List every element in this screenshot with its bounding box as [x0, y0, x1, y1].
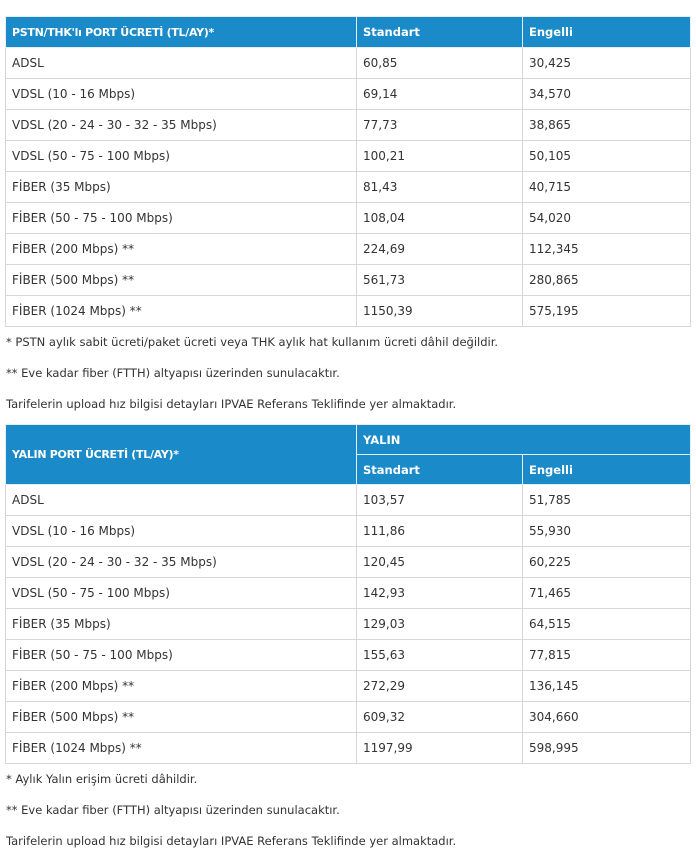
- yalin-port-fee-table: [5, 424, 691, 764]
- cell-standard-price: 60,85: [357, 48, 523, 79]
- cell-disabled-price: 304,660: [523, 702, 691, 733]
- cell-product: VDSL (20 - 24 - 30 - 32 - 35 Mbps): [6, 547, 357, 578]
- cell-standard-price: 103,57: [357, 485, 523, 516]
- cell-standard-price: 609,32: [357, 702, 523, 733]
- column-header-standard: Standart: [357, 455, 523, 485]
- cell-product: FİBER (50 - 75 - 100 Mbps): [6, 203, 357, 234]
- table-row: [6, 640, 691, 671]
- cell-standard-price: 1150,39: [357, 296, 523, 327]
- footnote: Tarifelerin upload hız bilgisi detayları IPVAE Referans Teklifinde yer almaktadır.: [6, 834, 457, 848]
- cell-disabled-price: 34,570: [523, 79, 691, 110]
- cell-standard-price: 81,43: [357, 172, 523, 203]
- table-row: [6, 671, 691, 702]
- table-row: [6, 172, 691, 203]
- cell-standard-price: 111,86: [357, 516, 523, 547]
- footnote: ** Eve kadar fiber (FTTH) altyapısı üzerinden sunulacaktır.: [6, 366, 340, 380]
- cell-product: VDSL (50 - 75 - 100 Mbps): [6, 578, 357, 609]
- footnote: * Aylık Yalın erişim ücreti dâhildir.: [6, 772, 198, 786]
- column-header-disabled: Engelli: [523, 17, 691, 48]
- table-row: [6, 234, 691, 265]
- cell-disabled-price: 38,865: [523, 110, 691, 141]
- cell-product: ADSL: [6, 48, 357, 79]
- table-row: [6, 578, 691, 609]
- cell-disabled-price: 40,715: [523, 172, 691, 203]
- column-header-product: YALIN PORT ÜCRETİ (TL/AY)*: [6, 425, 357, 485]
- cell-product: FİBER (500 Mbps) **: [6, 265, 357, 296]
- cell-product: VDSL (10 - 16 Mbps): [6, 79, 357, 110]
- cell-disabled-price: 136,145: [523, 671, 691, 702]
- table-row: [6, 516, 691, 547]
- cell-disabled-price: 54,020: [523, 203, 691, 234]
- cell-product: FİBER (50 - 75 - 100 Mbps): [6, 640, 357, 671]
- table-row: [6, 485, 691, 516]
- cell-disabled-price: 55,930: [523, 516, 691, 547]
- cell-disabled-price: 71,465: [523, 578, 691, 609]
- column-header-group-yalin: YALIN: [357, 425, 691, 455]
- cell-disabled-price: 60,225: [523, 547, 691, 578]
- cell-product: FİBER (35 Mbps): [6, 609, 357, 640]
- table-header-row: [6, 425, 691, 455]
- cell-standard-price: 272,29: [357, 671, 523, 702]
- cell-standard-price: 561,73: [357, 265, 523, 296]
- cell-product: VDSL (20 - 24 - 30 - 32 - 35 Mbps): [6, 110, 357, 141]
- cell-disabled-price: 112,345: [523, 234, 691, 265]
- cell-standard-price: 100,21: [357, 141, 523, 172]
- table-row: [6, 265, 691, 296]
- cell-disabled-price: 50,105: [523, 141, 691, 172]
- cell-disabled-price: 30,425: [523, 48, 691, 79]
- footnote: ** Eve kadar fiber (FTTH) altyapısı üzerinden sunulacaktır.: [6, 803, 340, 817]
- cell-disabled-price: 51,785: [523, 485, 691, 516]
- cell-product: VDSL (50 - 75 - 100 Mbps): [6, 141, 357, 172]
- table-row: [6, 733, 691, 764]
- cell-standard-price: 69,14: [357, 79, 523, 110]
- table-header-row: [6, 17, 691, 48]
- footnote: Tarifelerin upload hız bilgisi detayları IPVAE Referans Teklifinde yer almaktadır.: [6, 397, 457, 411]
- pstn-port-fee-table: [5, 16, 691, 327]
- cell-standard-price: 129,03: [357, 609, 523, 640]
- table-row: [6, 547, 691, 578]
- table-row: [6, 110, 691, 141]
- pstn-table-body: [6, 48, 691, 327]
- cell-product: FİBER (1024 Mbps) **: [6, 733, 357, 764]
- table-row: [6, 296, 691, 327]
- yalin-table-body: [6, 485, 691, 764]
- cell-disabled-price: 575,195: [523, 296, 691, 327]
- cell-disabled-price: 77,815: [523, 640, 691, 671]
- column-header-standard: Standart: [357, 17, 523, 48]
- footnote: * PSTN aylık sabit ücreti/paket ücreti veya THK aylık hat kullanım ücreti dâhil değildir.: [6, 335, 499, 349]
- cell-standard-price: 155,63: [357, 640, 523, 671]
- tariff-content: [5, 16, 690, 857]
- table-row: [6, 203, 691, 234]
- cell-disabled-price: 598,995: [523, 733, 691, 764]
- cell-product: FİBER (500 Mbps) **: [6, 702, 357, 733]
- table-row: [6, 702, 691, 733]
- cell-disabled-price: 280,865: [523, 265, 691, 296]
- cell-standard-price: 120,45: [357, 547, 523, 578]
- cell-standard-price: 142,93: [357, 578, 523, 609]
- cell-standard-price: 1197,99: [357, 733, 523, 764]
- cell-product: FİBER (35 Mbps): [6, 172, 357, 203]
- table-row: [6, 609, 691, 640]
- cell-product: VDSL (10 - 16 Mbps): [6, 516, 357, 547]
- cell-product: ADSL: [6, 485, 357, 516]
- cell-standard-price: 108,04: [357, 203, 523, 234]
- cell-standard-price: 224,69: [357, 234, 523, 265]
- cell-product: FİBER (200 Mbps) **: [6, 671, 357, 702]
- cell-product: FİBER (1024 Mbps) **: [6, 296, 357, 327]
- table-row: [6, 79, 691, 110]
- table-row: [6, 141, 691, 172]
- cell-disabled-price: 64,515: [523, 609, 691, 640]
- cell-product: FİBER (200 Mbps) **: [6, 234, 357, 265]
- column-header-disabled: Engelli: [523, 455, 691, 485]
- table-row: [6, 48, 691, 79]
- column-header-product: PSTN/THK'lı PORT ÜCRETİ (TL/AY)*: [6, 17, 357, 48]
- cell-standard-price: 77,73: [357, 110, 523, 141]
